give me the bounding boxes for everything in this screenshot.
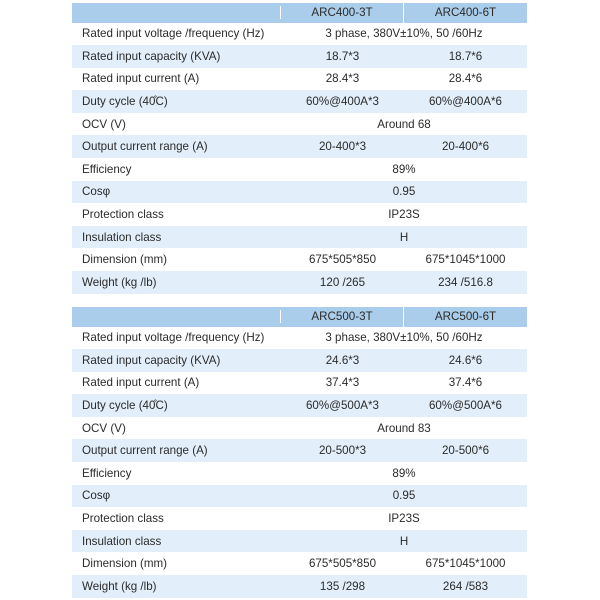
table-row — [72, 181, 527, 204]
row-label: Output current range (A) — [82, 444, 208, 458]
table-row — [72, 90, 527, 113]
header-blank-cell — [72, 310, 281, 323]
row-value-model-1: 24.6*3 — [325, 353, 360, 367]
row-label: Rated input capacity (KVA) — [82, 49, 221, 63]
row-value-model-1: 135 /298 — [319, 579, 366, 593]
row-value-model-1: 60%@400A*3 — [305, 95, 379, 109]
row-label: Dimension (mm) — [82, 557, 168, 571]
row-value-shared: Around 68 — [377, 117, 431, 131]
table-row — [72, 575, 527, 598]
table-row — [72, 23, 527, 46]
row-label: Dimension (mm) — [82, 253, 168, 267]
row-value-shared: IP23S — [388, 512, 420, 526]
table-row — [72, 530, 527, 553]
table-row — [72, 68, 527, 91]
table-row — [72, 203, 527, 226]
row-value-model-2: 37.4*6 — [448, 376, 483, 390]
table-row — [72, 45, 527, 68]
table-row — [72, 327, 527, 350]
row-value-model-2: 24.6*6 — [448, 353, 483, 367]
row-label: Cosφ — [82, 489, 111, 503]
model-header: ARC400-6T — [434, 6, 497, 19]
table-row — [72, 394, 527, 417]
row-label: Weight (kg /lb) — [82, 579, 157, 593]
row-value-shared: 89% — [392, 162, 416, 176]
row-value-shared: 3 phase, 380V±10%, 50 /60Hz — [325, 27, 483, 41]
model-header: ARC400-3T — [281, 3, 404, 23]
row-value-model-1: 20-400*3 — [318, 140, 367, 154]
table-row — [72, 226, 527, 249]
table-row — [72, 485, 527, 508]
row-value-shared: 0.95 — [392, 185, 416, 199]
row-value-model-1: 120 /265 — [319, 275, 366, 289]
row-label: Insulation class — [82, 230, 162, 244]
row-value-model-1: 18.7*3 — [325, 49, 360, 63]
table-row — [72, 372, 527, 395]
table-header — [72, 3, 527, 23]
row-label: Rated input voltage /frequency (Hz) — [82, 331, 265, 345]
row-value-shared: 89% — [392, 466, 416, 480]
row-value-model-2: 264 /583 — [442, 579, 489, 593]
row-label: OCV (V) — [82, 421, 126, 435]
row-value-model-1: 675*505*850 — [308, 557, 377, 571]
row-label: Rated input current (A) — [82, 72, 200, 86]
row-label: Rated input capacity (KVA) — [82, 353, 221, 367]
row-value-shared: 3 phase, 380V±10%, 50 /60Hz — [325, 331, 483, 345]
row-value-model-2: 675*1045*1000 — [425, 557, 506, 571]
row-label: Efficiency — [82, 466, 132, 480]
row-value-model-1: 60%@500A*3 — [305, 399, 379, 413]
row-value-shared: H — [399, 230, 409, 244]
row-label: Duty cycle (40̊C) — [82, 95, 168, 109]
table-row — [72, 462, 527, 485]
row-value-model-1: 28.4*3 — [325, 72, 360, 86]
row-value-model-2: 675*1045*1000 — [425, 253, 506, 267]
table-row — [72, 135, 527, 158]
table-row — [72, 349, 527, 372]
row-label: Rated input voltage /frequency (Hz) — [82, 27, 265, 41]
model-header: ARC500-3T — [281, 307, 404, 327]
table-row — [72, 439, 527, 462]
row-label: Protection class — [82, 208, 164, 222]
row-value-model-2: 60%@500A*6 — [428, 399, 502, 413]
row-label: Protection class — [82, 512, 164, 526]
row-label: Rated input current (A) — [82, 376, 200, 390]
row-label: OCV (V) — [82, 117, 126, 131]
model-header: ARC500-6T — [434, 310, 497, 323]
row-value-model-2: 18.7*6 — [448, 49, 483, 63]
row-value-model-2: 28.4*6 — [448, 72, 483, 86]
table-row — [72, 113, 527, 136]
table-row — [72, 271, 527, 294]
row-value-model-2: 20-400*6 — [441, 140, 490, 154]
table-row — [72, 158, 527, 181]
row-value-model-2: 234 /516.8 — [438, 275, 493, 289]
row-value-shared: Around 83 — [377, 421, 431, 435]
row-value-model-1: 675*505*850 — [308, 253, 377, 267]
table-row — [72, 417, 527, 440]
row-value-model-2: 60%@400A*6 — [428, 95, 502, 109]
row-label: Duty cycle (40̊C) — [82, 399, 168, 413]
table-header — [72, 307, 527, 327]
row-label: Cosφ — [82, 185, 111, 199]
row-label: Weight (kg /lb) — [82, 275, 157, 289]
row-value-model-1: 37.4*3 — [325, 376, 360, 390]
row-value-shared: IP23S — [388, 208, 420, 222]
row-value-shared: 0.95 — [392, 489, 416, 503]
row-value-shared: H — [399, 534, 409, 548]
row-label: Output current range (A) — [82, 140, 208, 154]
header-blank-cell — [72, 6, 281, 19]
row-label: Efficiency — [82, 162, 132, 176]
table-row — [72, 248, 527, 271]
row-label: Insulation class — [82, 534, 162, 548]
table-row — [72, 507, 527, 530]
spec-table-arc400 — [72, 3, 527, 294]
table-row — [72, 552, 527, 575]
row-value-model-2: 20-500*6 — [441, 444, 490, 458]
row-value-model-1: 20-500*3 — [318, 444, 367, 458]
spec-table-arc500 — [72, 307, 527, 598]
